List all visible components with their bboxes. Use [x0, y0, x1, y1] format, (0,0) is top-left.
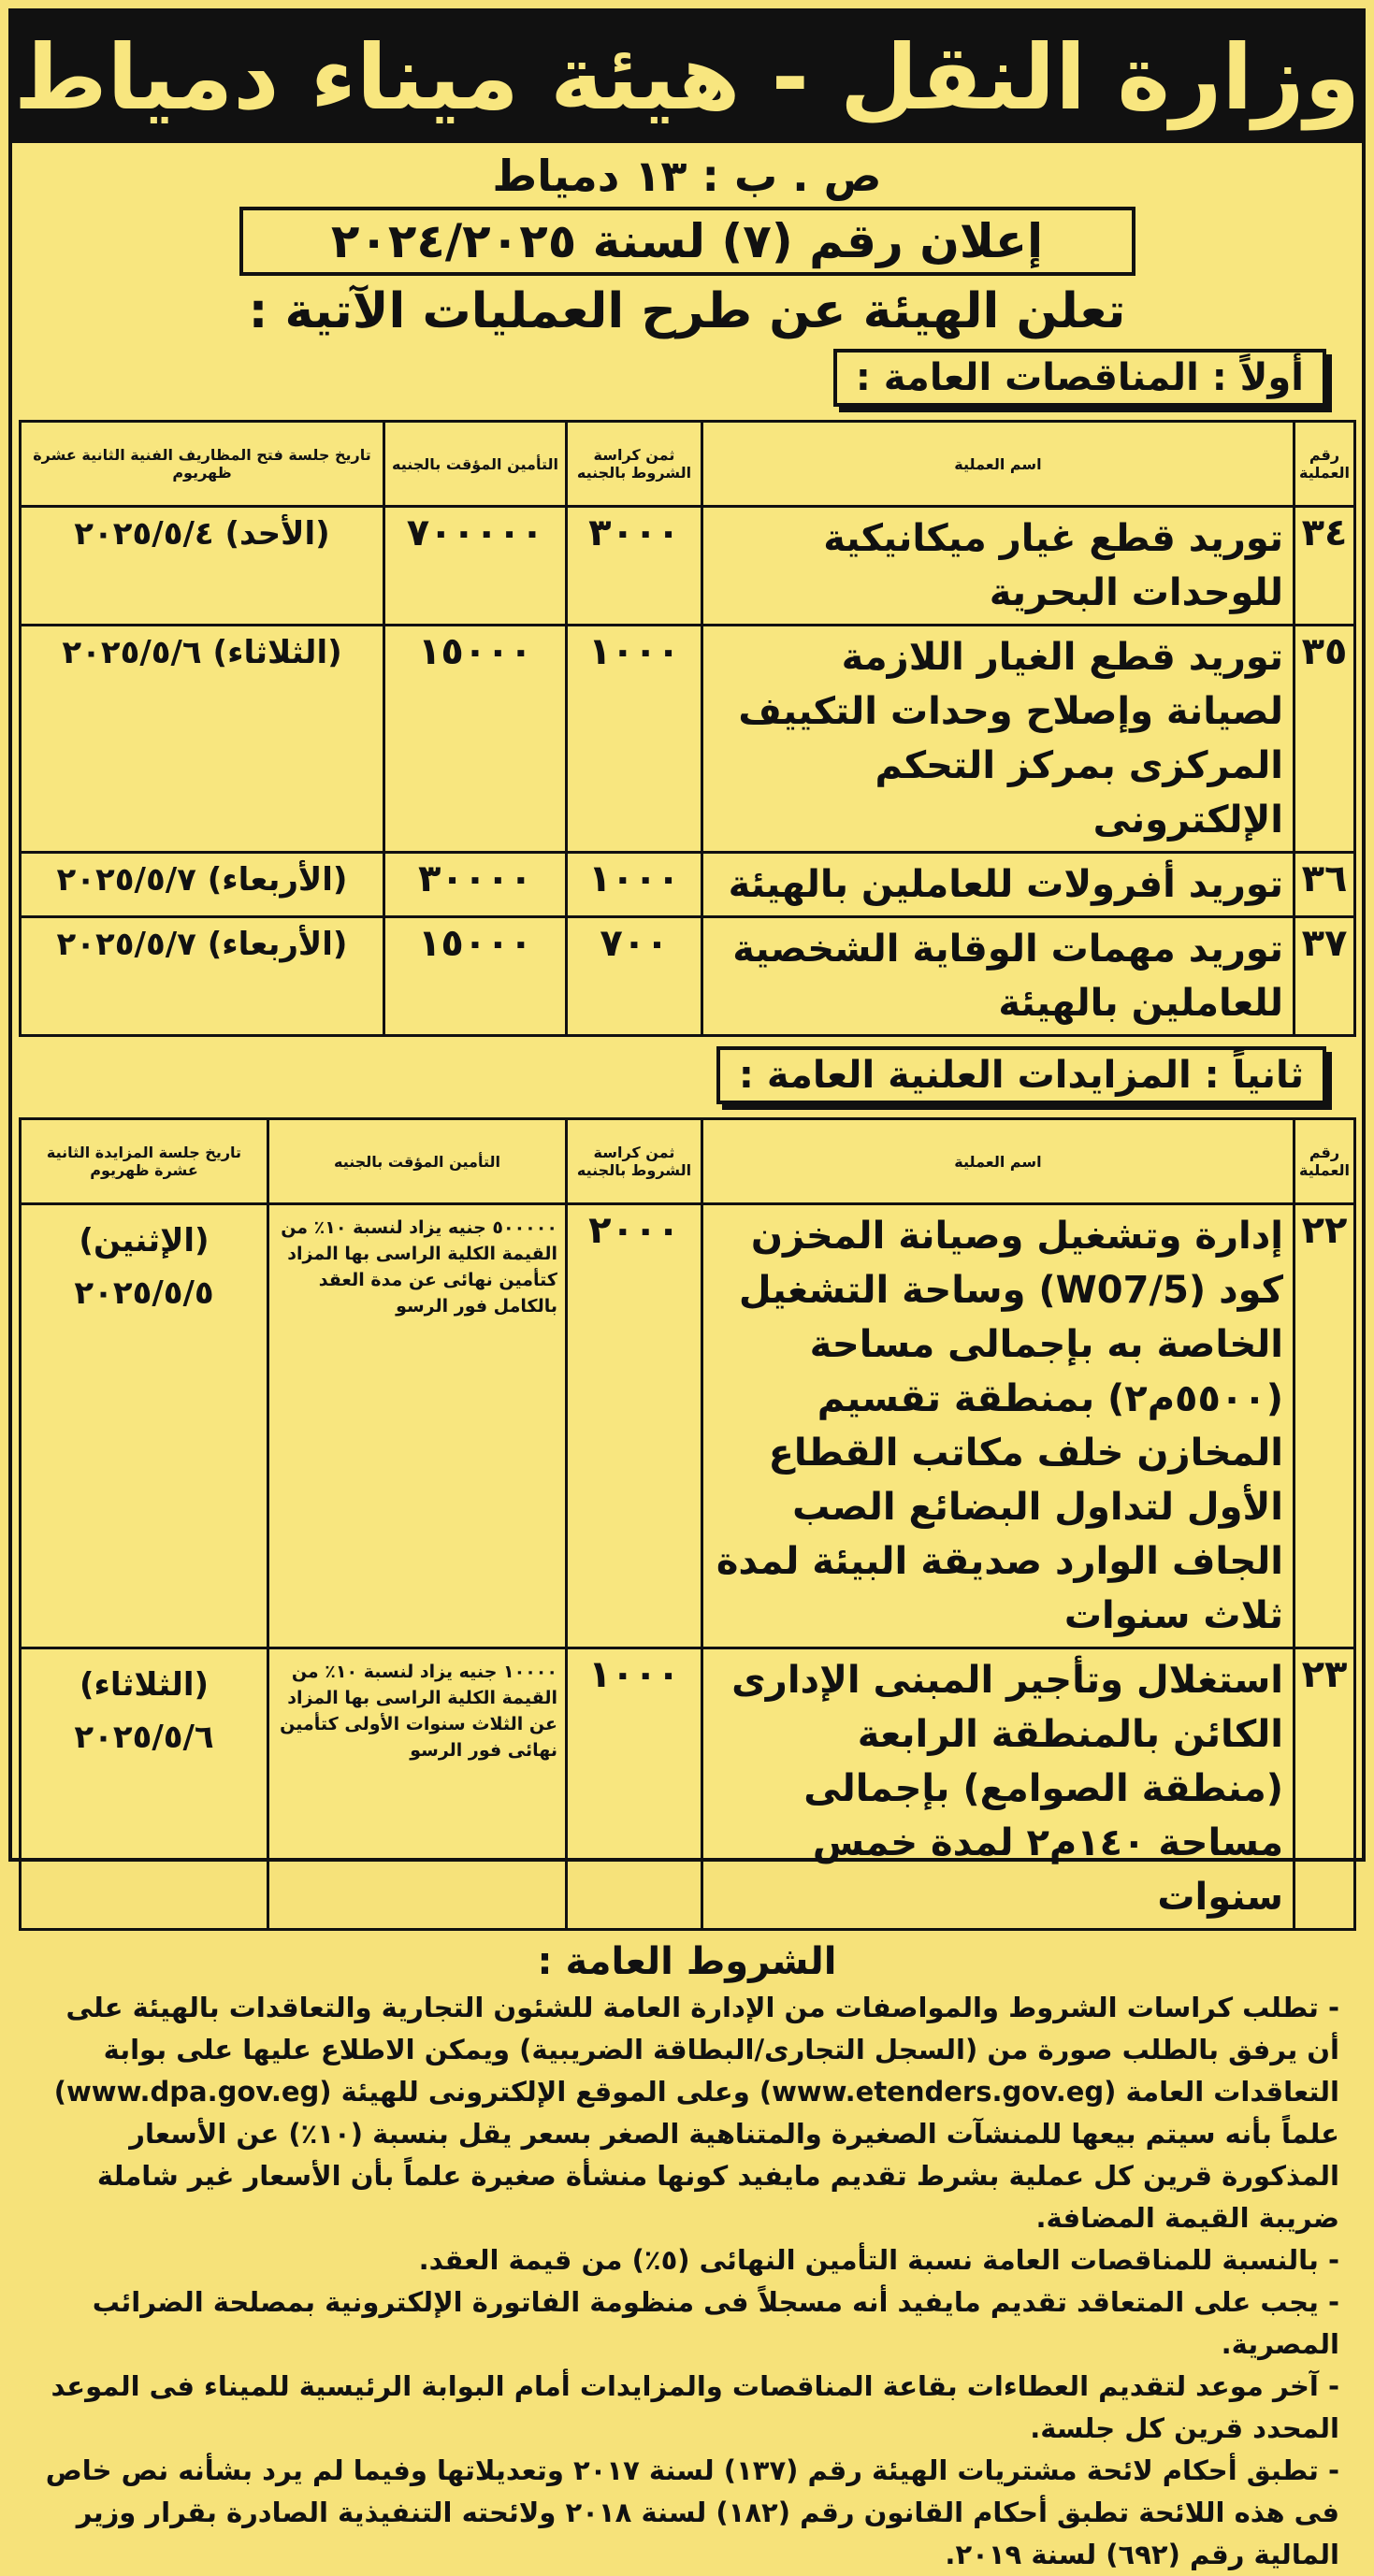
- booklet-price: ١٠٠٠: [566, 626, 701, 853]
- session-date: (الأربعاء) ٢٠٢٥/٥/٧: [21, 853, 384, 917]
- po-box: ص . ب : ١٣ دمياط: [492, 151, 882, 201]
- operation-name: توريد قطع غيار ميكانيكية للوحدات البحرية: [701, 507, 1294, 626]
- auctions-table: [19, 1117, 1356, 1931]
- session-day: (الإثنين): [79, 1222, 210, 1259]
- intro-text: تعلن الهيئة عن طرح العمليات الآتية :: [248, 283, 1126, 339]
- booklet-price: ٣٠٠٠: [566, 507, 701, 626]
- table-row: [21, 1648, 1355, 1930]
- terms-item: - تطبق أحكام لائحة مشتريات الهيئة رقم (١٣٧) لسنة ٢٠١٧ وتعديلاتها وفيما لم يرد بشأنه نص خاص فى هذه اللائحة تطبق أحكام القانون رقم (١٨٢) لسنة ٢٠١٨ ولائحته التنفيذية الصادرة بقرار وزير المالية رقم (٦٩٢) لسنة ٢٠١٩.: [45, 2454, 1339, 2570]
- column-header: تاريخ جلسة المزايدة الثانية عشرة ظهريوم: [21, 1119, 268, 1204]
- column-header: رقم العملية: [1294, 1119, 1354, 1204]
- tenders-table: [19, 420, 1356, 1037]
- booklet-price: ١٠٠٠: [566, 853, 701, 917]
- operation-number: ٣٧: [1294, 917, 1354, 1036]
- column-header: ثمن كراسة الشروط بالجنيه: [566, 1119, 701, 1204]
- operation-name: توريد قطع الغيار اللازمة لصيانة وإصلاح وحدات التكييف المركزى بمركز التحكم الإلكترونى: [701, 626, 1294, 853]
- column-header: رقم العملية: [1294, 422, 1354, 507]
- session-date: (الثلاثاء) ٢٠٢٥/٥/٦: [21, 626, 384, 853]
- operation-number: ٣٥: [1294, 626, 1354, 853]
- temporary-insurance: ٧٠٠٠٠٠: [383, 507, 566, 626]
- table-row: [21, 626, 1355, 853]
- session-date: (الأربعاء) ٢٠٢٥/٥/٧: [21, 917, 384, 1036]
- booklet-price: ٢٠٠٠: [566, 1204, 701, 1648]
- terms-item: - تطلب كراسات الشروط والمواصفات من الإدارة العامة للشئون التجارية والتعاقدات بالهيئة على أن يرفق بالطلب صورة من (السجل التجارى/البطاقة الضريبية) ويمكن الاطلاع عليها على بوابة التعاقدات العامة (www.etenders.gov.eg) وعلى الموقع الإلكترونى للهيئة (www.dpa.gov.eg) علماً بأنه سيتم بيعها للمنشآت الصغيرة والمتناهية الصغر بسعر يقل بنسبة (١٠٪) عن الأسعار المذكورة قرين كل عملية بشرط تقديم مايفيد كونها منشأة صغيرة علماً بأن الأسعار غير شاملة ضريبة القيمة المضافة.: [53, 1992, 1339, 2234]
- terms-item: - يجب على المتعاقد تقديم مايفيد أنه مسجلاً فى منظومة الفاتورة الإلكترونية بمصلحة الضرائب المصرية.: [92, 2286, 1339, 2360]
- ad-number: إعلان رقم (٧) لسنة ٢٠٢٤/٢٠٢٥: [239, 207, 1135, 276]
- column-header: اسم العملية: [701, 422, 1294, 507]
- table-row: [21, 1204, 1355, 1648]
- booklet-price: ٧٠٠: [566, 917, 701, 1036]
- temporary-insurance: ١٥٠٠٠: [383, 917, 566, 1036]
- column-header: اسم العملية: [701, 1119, 1294, 1204]
- tenders-heading: أولاً : المناقصات العامة :: [833, 349, 1326, 407]
- masthead-title: وزارة النقل - هيئة ميناء دمياط: [12, 12, 1362, 143]
- column-header: التأمين المؤقت بالجنيه: [383, 422, 566, 507]
- terms-item: - بالنسبة للمناقصات العامة نسبة التأمين النهائى (٥٪) من قيمة العقد.: [418, 2244, 1339, 2276]
- tenders-header-row: [21, 422, 1355, 507]
- booklet-price: ١٠٠٠: [566, 1648, 701, 1930]
- operation-name: إدارة وتشغيل وصيانة المخزن كود (W07/5) وساحة التشغيل الخاصة به بإجمالى مساحة (٥٥٠٠م٢) بمنطقة تقسيم المخازن خلف مكاتب القطاع الأول لتداول البضائع الصب الجاف الوارد صديقة البيئة لمدة ثلاث سنوات: [701, 1204, 1294, 1648]
- operation-name: استغلال وتأجير المبنى الإدارى الكائن بالمنطقة الرابعة (منطقة الصوامع) بإجمالى مساحة ١٤٠م٢ لمدة خمس سنوات: [701, 1648, 1294, 1930]
- auctions-header-row: [21, 1119, 1355, 1204]
- operation-number: ٢٢: [1294, 1204, 1354, 1648]
- terms-list: [35, 1987, 1339, 2576]
- temporary-insurance: ١٠٠٠٠ جنيه يزاد لنسبة ١٠٪ من القيمة الكلية الراسى بها المزاد عن الثلاث سنوات الأولى كتأمين نهائى فور الرسو: [268, 1648, 566, 1930]
- table-row: [21, 507, 1355, 626]
- column-header: تاريخ جلسة فتح المظاريف الفنية الثانية عشرة ظهريوم: [21, 422, 384, 507]
- column-header: التأمين المؤقت بالجنيه: [268, 1119, 566, 1204]
- session-date-value: ٢٠٢٥/٥/٦: [74, 1719, 214, 1756]
- operation-name: توريد أفرولات للعاملين بالهيئة: [701, 853, 1294, 917]
- temporary-insurance: ١٥٠٠٠: [383, 626, 566, 853]
- table-row: [21, 853, 1355, 917]
- temporary-insurance: ٥٠٠٠٠٠ جنيه يزاد لنسبة ١٠٪ من القيمة الكلية الراسى بها المزاد كتأمين نهائى عن مدة العقد بالكامل فور الرسو: [268, 1204, 566, 1648]
- session-day: (الثلاثاء): [79, 1666, 210, 1704]
- operation-number: ٢٣: [1294, 1648, 1354, 1930]
- terms-title: الشروط العامة :: [537, 1940, 837, 1983]
- advertisement-page: [8, 8, 1366, 2570]
- session-date-value: ٢٠٢٥/٥/٥: [74, 1274, 214, 1312]
- session-date: [21, 1648, 268, 1930]
- session-date: (الأحد) ٢٠٢٥/٥/٤: [21, 507, 384, 626]
- session-date: [21, 1204, 268, 1648]
- operation-name: توريد مهمات الوقاية الشخصية للعاملين بالهيئة: [701, 917, 1294, 1036]
- temporary-insurance: ٣٠٠٠٠: [383, 853, 566, 917]
- terms-item: - آخر موعد لتقديم العطاءات بقاعة المناقصات والمزايدات أمام البوابة الرئيسية للميناء فى الموعد المحدد قرين كل جلسة.: [51, 2370, 1339, 2444]
- operation-number: ٣٤: [1294, 507, 1354, 626]
- auctions-heading: ثانياً : المزايدات العلنية العامة :: [716, 1046, 1326, 1104]
- column-header: ثمن كراسة الشروط بالجنيه: [566, 422, 701, 507]
- table-row: [21, 917, 1355, 1036]
- operation-number: ٣٦: [1294, 853, 1354, 917]
